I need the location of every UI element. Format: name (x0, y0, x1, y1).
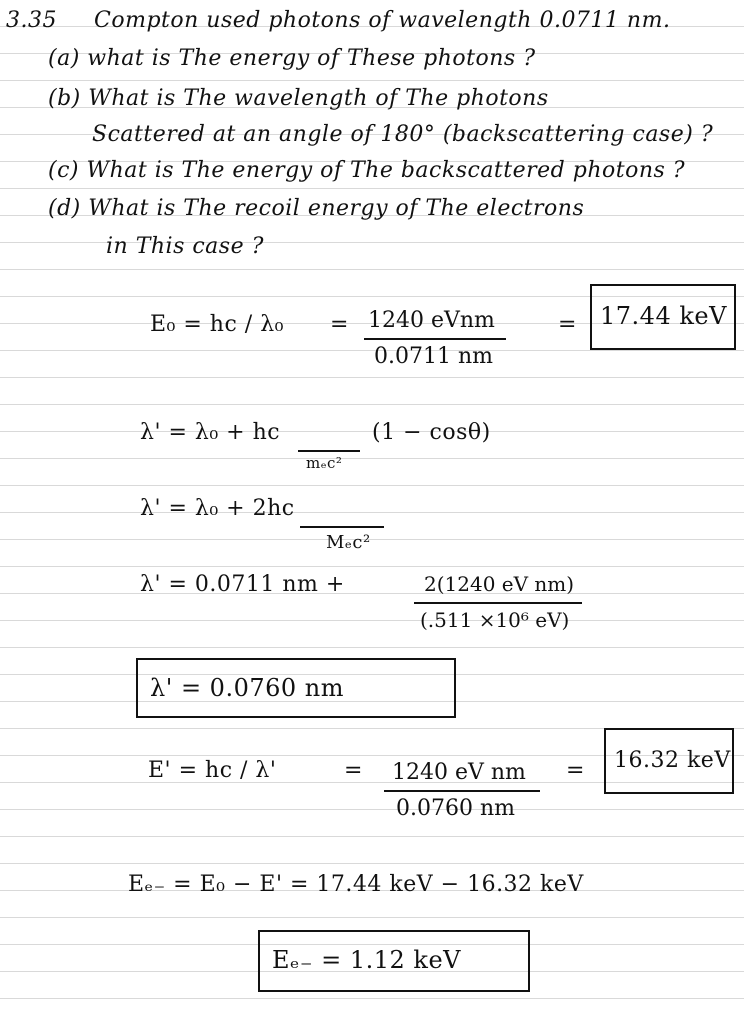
eq1-numerator: 1240 eVnm (368, 308, 495, 333)
eq1-denominator: 0.0711 nm (374, 344, 494, 369)
eq2-line3-lhs: λ' = 0.0711 nm + (140, 572, 345, 597)
eq2-result: λ' = 0.0760 nm (150, 674, 344, 702)
eq2-line3-num: 2(1240 eV nm) (424, 572, 575, 596)
eq3-result: 16.32 keV (614, 748, 731, 773)
eq2-line2-lhs: λ' = λ₀ + 2hc (140, 496, 295, 521)
eq3-fraction-bar (384, 790, 540, 792)
question-a: (a) what is The energy of These photons ? (48, 46, 536, 71)
eq2-line2-bar (300, 526, 384, 528)
eq1-lhs: E₀ = hc / λ₀ (150, 312, 284, 337)
eq2-line1-bar (298, 450, 360, 452)
eq2-line3-bar (414, 602, 582, 604)
question-b-line2: Scattered at an angle of 180° (backscattering case) ? (92, 122, 714, 147)
equals-sign: = (330, 312, 349, 337)
eq3-numerator: 1240 eV nm (392, 760, 526, 785)
eq2-line1-den: mₑc² (306, 454, 343, 472)
eq3-denominator: 0.0760 nm (396, 796, 516, 821)
equals-sign: = (344, 758, 363, 783)
eq1-result: 17.44 keV (600, 302, 727, 330)
eq2-line1-lhs: λ' = λ₀ + hc (140, 420, 281, 445)
eq2-line3-den: (.511 ×10⁶ eV) (420, 608, 570, 632)
question-d-line2: in This case ? (106, 234, 264, 259)
question-b-line1: (b) What is The wavelength of The photons (48, 86, 549, 111)
eq1-fraction-bar (364, 338, 506, 340)
question-d-line1: (d) What is The recoil energy of The electrons (48, 196, 585, 221)
equals-sign: = (558, 312, 577, 337)
question-c: (c) What is The energy of The backscattered photons ? (48, 158, 686, 183)
eq2-line1-tail: (1 − cosθ) (372, 420, 491, 445)
eq3-lhs: E' = hc / λ' (148, 758, 277, 783)
problem-intro: Compton used photons of wavelength 0.0711 nm. (94, 8, 671, 33)
problem-number: 3.35 (6, 8, 57, 33)
eq2-line2-den: Mₑc² (326, 532, 371, 553)
eq4-line: Eₑ₋ = E₀ − E' = 17.44 keV − 16.32 keV (128, 872, 584, 897)
eq4-result: Eₑ₋ = 1.12 keV (272, 946, 461, 974)
equals-sign: = (566, 758, 585, 783)
